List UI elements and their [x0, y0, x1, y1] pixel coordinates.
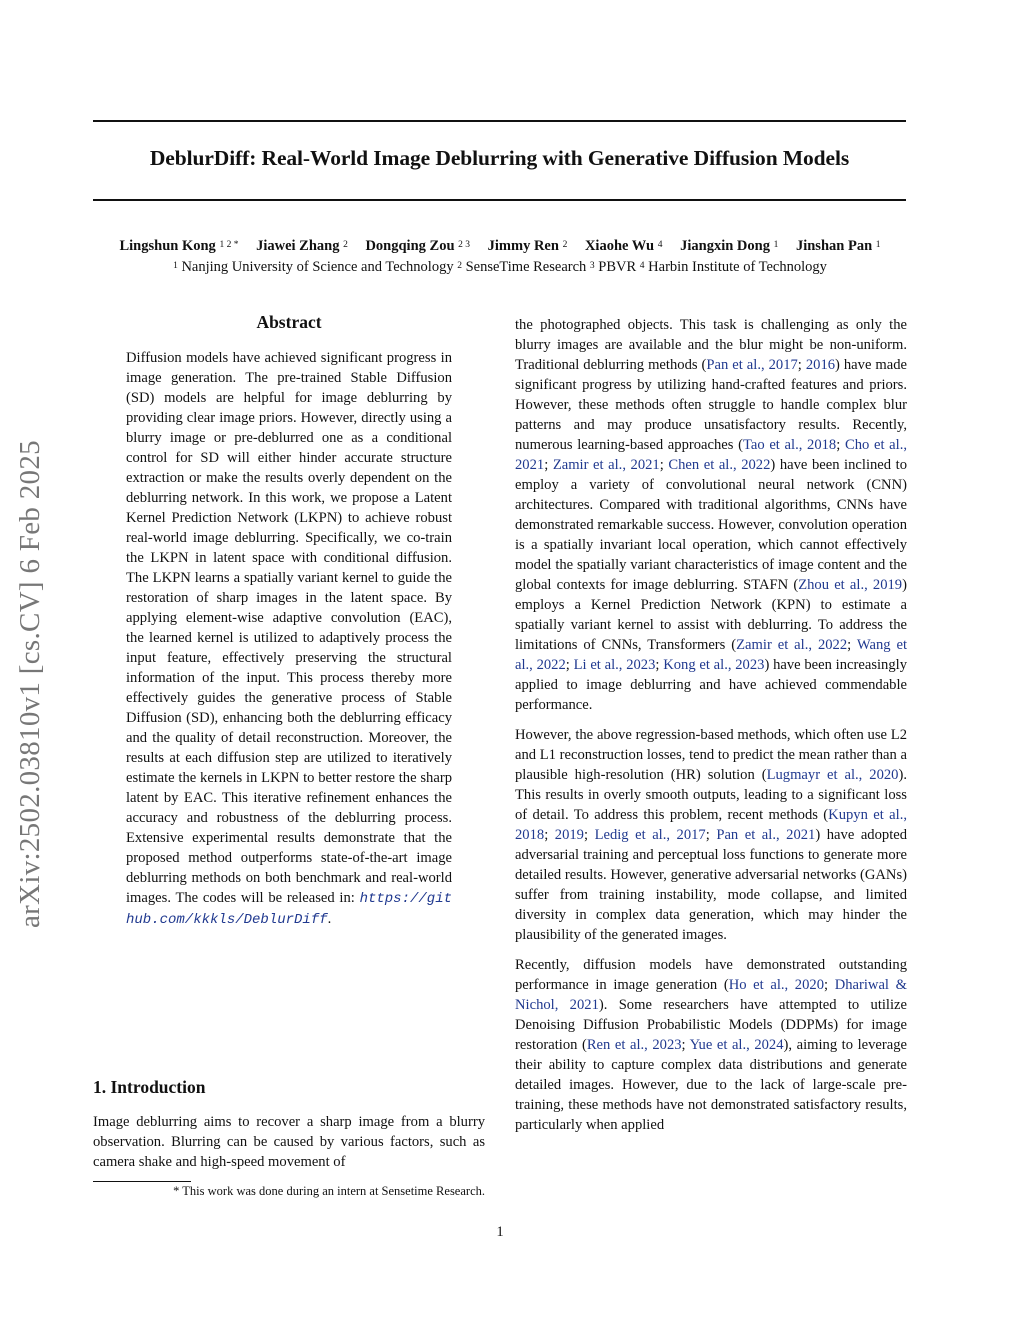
footnote: * This work was done during an intern at Sensetime Research.: [173, 1184, 485, 1198]
footnote-rule: [93, 1181, 191, 1182]
paragraph-text: ;: [655, 657, 664, 673]
citation-link[interactable]: Kong et al., 2023: [663, 657, 765, 673]
paragraph-text: ). Some researchers have attempted to utilize Denoising Diffusion Probabilistic Models (DDPMs) for image restoration (: [515, 997, 907, 1053]
paragraph-text: ) employs a Kernel Prediction Network (KPN) to estimate a spatially variant kernel to assist with deblurring. To address the limitations of CNNs, Transformers (: [515, 577, 907, 653]
affiliation: SenseTime Research: [465, 259, 587, 275]
citation-link[interactable]: Tao et al., 2018: [742, 437, 837, 453]
paragraph-text: ;: [681, 1037, 690, 1053]
paragraph-text: ;: [544, 827, 555, 843]
citation-link[interactable]: Chen et al., 2022: [668, 457, 771, 473]
citation-link[interactable]: Yue et al., 2024: [689, 1037, 784, 1053]
citation-link[interactable]: Ledig et al., 2017: [594, 827, 706, 843]
paragraph-text: ). This results in overly smooth outputs, leading to a significant loss of detail. To address this problem, recent methods (: [515, 767, 907, 823]
affiliation: PBVR: [598, 259, 637, 275]
citation-link[interactable]: Ren et al., 2023: [586, 1037, 682, 1053]
citation-link[interactable]: Zamir et al., 2021: [552, 457, 660, 473]
paragraph: [515, 955, 907, 1135]
citation-link[interactable]: Zhou et al., 2019: [798, 577, 903, 593]
citation-link[interactable]: Cho et al., 2021: [515, 437, 908, 473]
paragraph-text: ;: [824, 977, 835, 993]
introduction-text: Image deblurring aims to recover a sharp image from a blurry observation. Blurring can be caused by various factors, such as camera shake and high-speed movement of: [93, 1114, 485, 1170]
introduction-heading: 1. Introduction: [93, 1077, 206, 1097]
author-list: [60, 236, 940, 256]
paragraph-text: ;: [659, 457, 669, 473]
citation-link[interactable]: Kupyn et al., 2018: [515, 807, 907, 843]
author: Jinshan Pan $^1$: [795, 238, 881, 254]
paragraph-text: Recently, diffusion models have demonstrated outstanding performance in image generation (: [515, 957, 907, 993]
author: Dongqing Zou $^{2 3}$: [365, 238, 471, 254]
author: Jimmy Ren $^2$: [487, 238, 568, 254]
author: Jiangxin Dong $^1$: [680, 238, 779, 254]
paragraph-text: ) have adopted adversarial training and perceptual loss functions to generate more detailed results. However, generative adversarial networks (GANs) suffer from training instability, mode collapse, and limited diversity in complex data generation, which may hinder the plausibility of the generated images.: [515, 827, 908, 943]
citation-link[interactable]: Pan et al., 2021: [716, 827, 816, 843]
author: Lingshun Kong $^{1 2 *}$: [119, 238, 239, 254]
right-column: [515, 315, 907, 1145]
title-top-rule: [93, 120, 906, 122]
arxiv-identifier: arXiv:2502.03810v1 [cs.CV] 6 Feb 2025: [14, 440, 46, 928]
paragraph-text: ) have made significant progress by utilizing hand-crafted features and priors. However, these methods often struggle to handle complex blur patterns and may produce unsatisfactory results. Recently, numerous learning-based approaches (: [515, 357, 908, 453]
abstract-heading: Abstract: [256, 312, 322, 332]
paragraph-text: ;: [847, 637, 857, 653]
citation-link[interactable]: Pan et al., 2017: [706, 357, 798, 373]
paragraph-text: ;: [705, 827, 717, 843]
paragraph-text: However, the above regression-based methods, which often use L2 and L1 reconstruction losses, tend to predict the mean rather than a plausible high-resolution (HR) solution (: [515, 727, 907, 783]
paragraph: [515, 315, 907, 715]
paragraph-text: ) have been increasingly applied to image deblurring and have achieved commendable performance.: [515, 657, 907, 713]
affiliation: Nanjing University of Science and Technology: [181, 259, 454, 275]
citation-link[interactable]: 2016: [805, 357, 836, 373]
paragraph: [515, 725, 907, 945]
citation-link[interactable]: Wang et al., 2022: [515, 637, 908, 673]
paragraph-text: ;: [583, 827, 595, 843]
code-repository-link[interactable]: https://github.com/kkkls/DeblurDiff: [126, 891, 452, 928]
citation-link[interactable]: Lugmayr et al., 2020: [766, 767, 899, 783]
affiliation: Harbin Institute of Technology: [648, 259, 827, 275]
citation-link[interactable]: 2019: [554, 827, 584, 843]
paragraph-text: ;: [565, 657, 574, 673]
paragraph-text: the photographed objects. This task is challenging as only the blurry images are available and the blur might be non-uniform. Traditional deblurring methods (: [515, 317, 907, 373]
paragraph-text: ;: [544, 457, 553, 473]
paragraph-text: ;: [797, 357, 806, 373]
citation-link[interactable]: Ho et al., 2020: [728, 977, 824, 993]
title-bottom-rule: [93, 199, 906, 201]
citation-link[interactable]: Zamir et al., 2022: [736, 637, 848, 653]
citation-link[interactable]: Dhariwal & Nichol, 2021: [515, 977, 907, 1013]
paper-title: DeblurDiff: Real-World Image Deblurring with Generative Diffusion Models: [149, 146, 850, 170]
affiliation-list: $^1$ Nanjing University of Science and Technology $^2$ SenseTime Research $^3$ PBVR $^4$ Harbin Institute of Technology: [173, 259, 827, 275]
page-number: 1: [496, 1224, 504, 1240]
author: Xiaohe Wu $^4$: [584, 238, 663, 254]
paragraph-text: ) have been inclined to employ a variety of convolutional neural network (CNN) architectures. Compared with traditional algorithms, CNNs have demonstrated remarkable success. However, convolution operation is a spatially invariant local operation, which cannot effectively model the spatially variant characteristics of image content and the global contexts for image deblurring. STAFN (: [515, 457, 907, 593]
paragraph-text: ), aiming to leverage their ability to capture complex data distributions and generate detailed images. However, due to the lack of large-scale pre-training, these methods have not demonstrated satisfactory results, particularly when applied: [515, 1037, 907, 1133]
author: Jiawei Zhang $^2$: [256, 238, 348, 254]
paragraph-text: ;: [836, 437, 845, 453]
abstract-text: Diffusion models have achieved significant progress in image generation. The pre-trained Stable Diffusion (SD) models are helpful for image deblurring by providing clear image priors. However, directly using a blurry image or pre-deblurred one as a conditional control for SD will either hinder accurate structure extraction or make the results overly dependent on the deblurring network. In this work, we propose a Latent Kernel Prediction Network (LKPN) to achieve robust real-world image deblurring. Specifically, we co-train the LKPN in latent space with conditional diffusion. The LKPN learns a spatially variant kernel to guide the restoration of sharp images in the latent space. By applying element-wise adaptive convolution (EAC), the learned kernel is utilized to adaptively process the input feature, effectively preserving the structural information of the input. This process thereby more effectively guides the generative process of Stable Diffusion (SD), enhancing both the deblurring efficacy and the quality of detail reconstruction. Moreover, the results at each diffusion step are utilized to iteratively estimate the kernels in LKPN to better restore the sharp latent by EAC. This iterative refinement enhances the accuracy and robustness of the deblurring process. Extensive experimental results demonstrate that the proposed method outperforms state-of-the-art image deblurring methods on both benchmark and real-world images. The codes will be released in: https://github.com/kkkls/DeblurDiff.: [126, 350, 452, 928]
citation-link[interactable]: Li et al., 2023: [573, 657, 656, 673]
